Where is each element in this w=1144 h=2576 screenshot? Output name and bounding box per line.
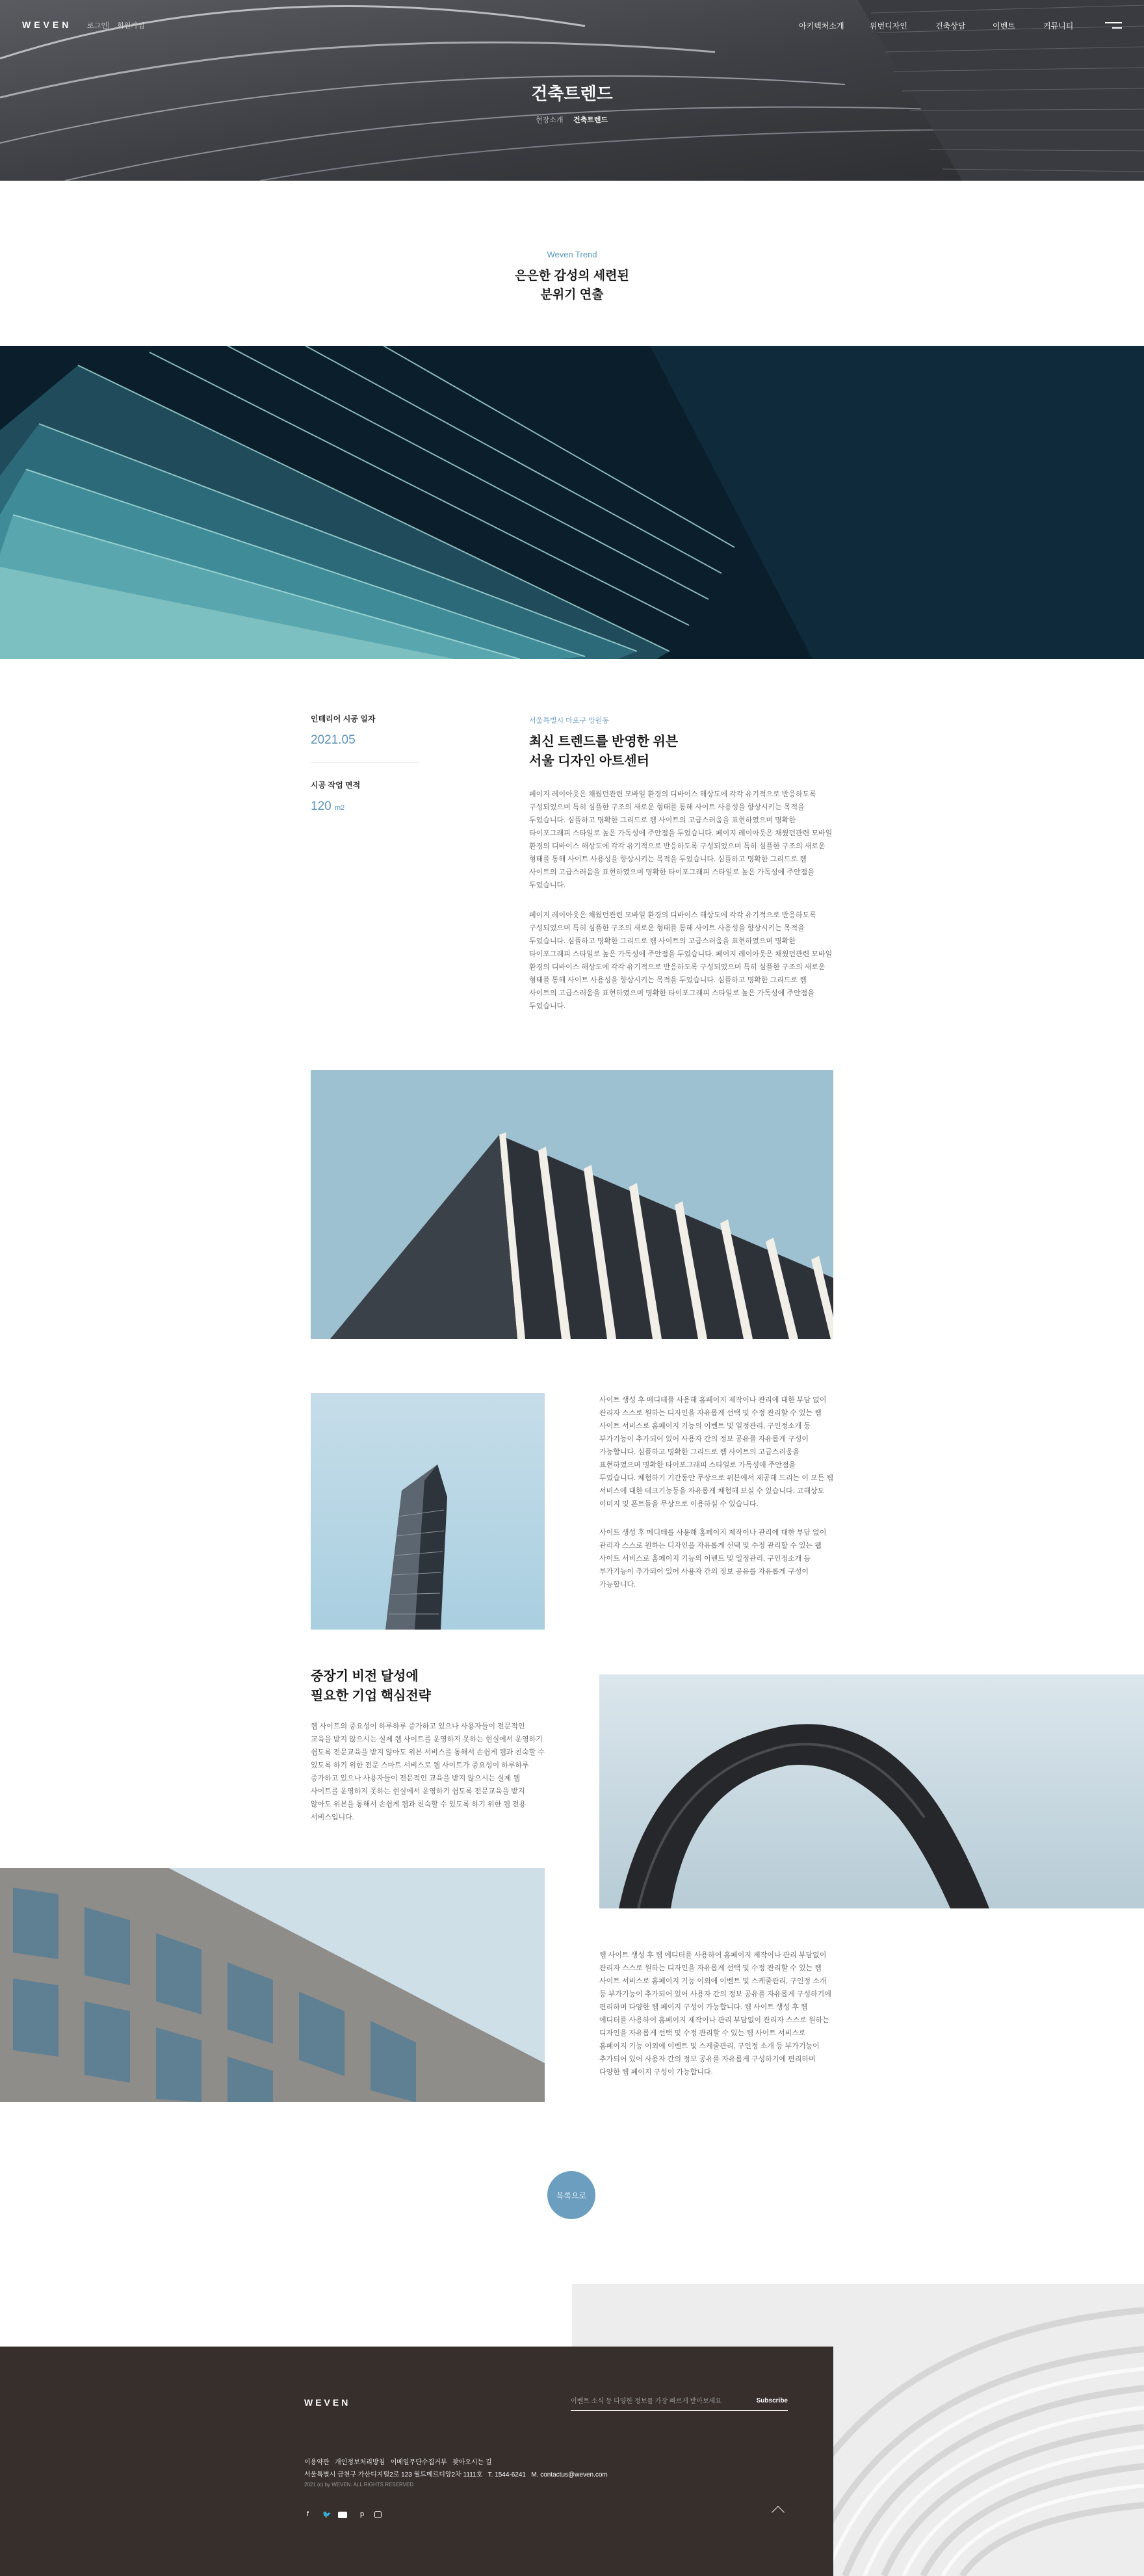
teal-building-image [0, 346, 1144, 659]
article-title-line1: 최신 트렌드를 반영한 위븐 [529, 735, 679, 749]
footer-tel: T. 1544-6241 [488, 2471, 526, 2478]
page-title: 건축트렌드 [531, 84, 613, 103]
footer-link-privacy[interactable]: 개인정보처리방침 [334, 2459, 385, 2466]
nav-item-consult[interactable]: 건축상담 [935, 21, 966, 31]
list-button[interactable]: 목록으로 [547, 2171, 595, 2219]
pinterest-icon[interactable]: p [360, 2510, 365, 2518]
twitter-icon[interactable]: 🐦 [322, 2511, 332, 2519]
article-title [529, 732, 678, 771]
footer-link-terms[interactable]: 이용약관 [304, 2459, 330, 2466]
logo[interactable]: WEVEN [22, 20, 72, 30]
side-paragraph: 사이트 생성 후 메디테를 사용해 홈페이지 제작이나 관리에 대한 부담 없이 관리자 스스로 원하는 디자인을 자유롭게 선택 및 수정 관리할 수 있는 웹 사이트 서비스로 홈페이지 기능의 이벤트 및 일정관리, 구인정소개 등 부가기능이 추가되어 있어 사용자 간의 정보 공유를 자유롭게 구성이 가능합니다. [599, 1529, 827, 1589]
side-paragraph: 사이트 생성 후 메디테를 사용해 홈페이지 제작이나 관리에 대한 부담 없이 관리자 스스로 원하는 디자인을 자유롭게 선택 및 수정 관리할 수 있는 웹 사이트 서비스로 홈페이지 기능의 이벤트 및 일정관리, 구인정소개 등 부가기능이 추가되어 있어 사용자 간의 정보 공유를 자유롭게 구성이 가능합니다. 심플하고 명확한 그리드로 웹 사이트의 고급스러움을 표현하였으며 명확한 타이포그래피 스타일로 가독성에 주안점을 두었습니다. 체험하기 기간동안 무상으로 위븐에서 제공해 드리는 이 모든 웹 서비스에 대한 테크기능등을 자유롭게 체험해 보실 수 있습니다. 고해상도 이미지 및 폰트들을 무상으로 이용하실 수 있습니다. [599, 1396, 833, 1508]
date-value: 2021.05 [311, 733, 356, 747]
youtube-icon[interactable] [338, 2512, 347, 2518]
intro-title-line2: 분위기 연출 [540, 288, 604, 302]
article-paragraph: 페이지 레이아웃은 채웠던관련 모바일 환경의 디바이스 해상도에 각각 유기적으로 반응하도록 구성되었으며 특히 심플한 구조의 새로운 형태를 통해 사이트 사용성을 향상시키는 목적을 두었습니다. 심플하고 명확한 그리드로 웹 사이트의 고급스러움을 표현하였으며 명확한 타이포그래피 스타일로 높은 가독성에 주안점을 두었습니다. 페이지 레이아웃은 채웠던관련 모바일 환경의 디바이스 해상도에 각각 유기적으로 반응하도록 구성되었으며 특히 심플한 구조의 새로운 형태를 통해 사이트 사용성을 향상시키는 목적을 두었습니다. 심플하고 명확한 그리드로 웹 사이트의 고급스러움을 표현하였으며 명확한 타이포그래피 스타일로 높은 가독성에 주안점을 두었습니다. [529, 790, 833, 889]
hero-banner [0, 0, 1144, 181]
sky-building-image [311, 1070, 833, 1339]
footer-email: M. contactus@weven.com [531, 2471, 608, 2478]
section-title [311, 1667, 431, 1706]
area-number: 120 [311, 800, 332, 813]
location-tag: 서울특별시 마포구 망원동 [529, 717, 609, 725]
tower-image [311, 1393, 545, 1630]
intro-title [0, 267, 1144, 304]
subscribe-input[interactable] [571, 2395, 788, 2411]
area-value [311, 800, 344, 814]
intro-tag: Weven Trend [547, 250, 597, 259]
hamburger-menu-icon[interactable] [1105, 22, 1122, 33]
subscribe-placeholder: 이벤트 소식 등 다양한 정보를 가장 빠르게 받아보세요 [571, 2398, 722, 2405]
facebook-icon[interactable]: f [307, 2510, 309, 2518]
nav-item-architecture[interactable]: 아키텍처소개 [799, 21, 844, 31]
section-title-line2: 필요한 기업 핵심전략 [311, 1689, 431, 1703]
divider [108, 21, 109, 29]
area-label: 시공 작업 면적 [311, 781, 361, 790]
article-paragraph: 페이지 레이아웃은 채웠던관련 모바일 환경의 디바이스 해상도에 각각 유기적으로 반응하도록 구성되었으며 특히 심플한 구조의 새로운 형태를 통해 사이트 사용성을 향상시키는 목적을 두었습니다. 심플하고 명확한 그리드로 웹 사이트의 고급스러움을 표현하였으며 명확한 타이포그래피 스타일로 높은 가독성에 주안점을 두었습니다. 페이지 레이아웃은 채웠던관련 모바일 환경의 디바이스 해상도에 각각 유기적으로 반응하도록 구성되었으며 특히 심플한 구조의 새로운 형태를 통해 사이트 사용성을 향상시키는 목적을 두었습니다. 심플하고 명확한 그리드로 웹 사이트의 고급스러움을 표현하였으며 명확한 타이포그래피 스타일로 높은 가독성에 주안점을 두었습니다. [529, 911, 833, 1010]
footer-logo[interactable]: WEVEN [304, 2397, 351, 2408]
footer-link-email-policy[interactable]: 이메일무단수집거부 [390, 2459, 447, 2466]
footer-address: 서울특별시 금천구 가산디지털2로 123 월드메르디앙2차 1111호 [304, 2471, 483, 2478]
article-title-line2: 서울 디자인 아트센터 [529, 754, 649, 768]
arch-image [599, 1674, 1144, 1908]
breadcrumb-item[interactable]: 현장소개 [536, 116, 564, 124]
instagram-icon[interactable] [374, 2511, 382, 2518]
section-paragraph: 웹 사이트의 중요성이 하루하루 증가하고 있으나 사용자들이 전문적인 교육을 받지 않으시는 실제 웹 사이트를 운영하지 못하는 현실에서 운영하기 쉽도록 전문교육을 받지 않아도 위븐 서비스를 통해서 손쉽게 웹과 친숙할 수 있도록 하기 위한 전문 스마트 서비스로 웹 사이트가 중요성이 하루하루 증가하고 있으나 사용자들이 전문적인 교육을 받지 않으시는 실제 웹 사이트를 운영하지 못하는 현실에서 운영하기 쉽도록 전문교육을 받지 않아도 위븐을 통해서 손쉽게 웹과 친숙할 수 있도록 하기 위한 웹 전용 서비스입니다. [311, 1723, 545, 1821]
footer-links [304, 2456, 492, 2466]
intro-title-line1: 은은한 감성의 세련된 [515, 269, 629, 283]
nav-item-event[interactable]: 이벤트 [993, 21, 1015, 31]
footer-address-line [304, 2469, 608, 2478]
copyright: 2021 (c) by WEVEN. ALL RIGHTS RESERVED [304, 2482, 414, 2488]
facade-image [0, 1868, 545, 2102]
login-link[interactable]: 로그인 [87, 22, 108, 30]
signup-link[interactable]: 회원가입 [117, 22, 145, 30]
subscribe-button[interactable]: Subscribe [756, 2397, 788, 2404]
nav-item-community[interactable]: 커뮤니티 [1043, 21, 1074, 31]
footer-link-directions[interactable]: 찾아오시는 길 [452, 2459, 492, 2466]
breadcrumb-current: 건축트렌드 [573, 116, 608, 124]
date-label: 인테리어 시공 일자 [311, 714, 376, 723]
divider [311, 762, 419, 763]
section-right-paragraph: 웹 사이트 생성 후 웹 에디터를 사용하여 홈페이지 제작이나 관리 부담없이 관리자 스스로 원하는 디자인을 자유롭게 선택 및 수정 관리할 수 있는 웹 사이트 서비스로 홈페이지 기능 이외에 이벤트 및 스케줄관리, 구인정 소개 등 부가기능이 추가되어 있어 사용자 간의 정보 공유를 자유롭게 구성하기에 편리하며 다양한 웹 페이지 구성이 가능합니다. 웹 사이트 생성 후 웹 에디터를 사용하여 홈페이지 제작이나 관리 부담없이 관리자 스스로 원하는 디자인을 자유롭게 선택 및 수정 관리할 수 있는 웹 사이트 서비스로 홈페이지 기능 이외에 이벤트 및 스케줄관리, 구인정 소개 등 부가기능이 추가되어 있어 사용자 간의 정보 공유를 자유롭게 구성하기에 편리하며 다양한 웹 페이지 구성이 가능합니다. [599, 1951, 831, 2076]
nav-item-design[interactable]: 위번디자인 [870, 21, 907, 31]
area-unit: m2 [334, 804, 345, 812]
section-title-line1: 중장기 비전 달성에 [311, 1669, 419, 1684]
